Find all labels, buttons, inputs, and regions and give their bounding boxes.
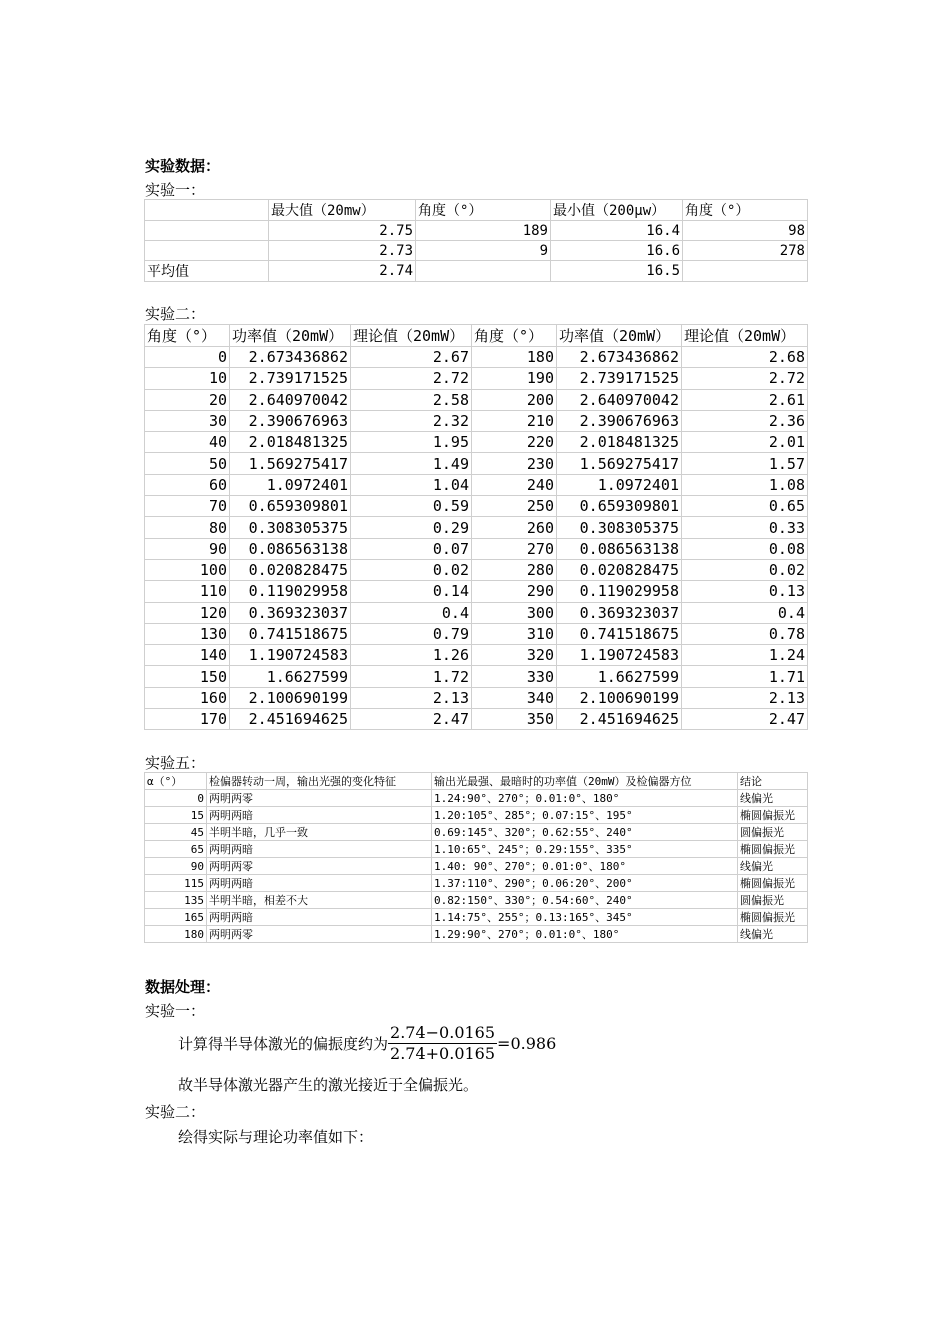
table-cell: [683, 261, 808, 282]
table-cell: 1.6627599: [230, 666, 351, 687]
table-cell: 189: [416, 221, 551, 241]
table-cell: 200: [472, 389, 557, 410]
table-experiment-1: [144, 199, 808, 282]
table-cell: 0.13: [682, 581, 808, 602]
experiment-2-text: 绘得实际与理论功率值如下：: [178, 1128, 374, 1146]
table-cell: 0.69:145°、320°；0.62:55°、240°: [432, 824, 738, 841]
table-cell: 2.673436862: [230, 347, 351, 368]
column-header: α（°）: [145, 773, 207, 790]
table-cell: [145, 221, 269, 241]
table-row: [145, 602, 808, 623]
table-cell: 两明两暗: [207, 875, 432, 892]
table-cell: 线偏光: [738, 790, 808, 807]
table-cell: 0.4: [682, 602, 808, 623]
table-cell: 0.086563138: [230, 538, 351, 559]
heading-processing-experiment-1: 实验一：: [145, 1002, 206, 1020]
table-cell: 330: [472, 666, 557, 687]
table-row: [145, 496, 808, 517]
table-cell: 90: [145, 538, 230, 559]
table-cell: 2.390676963: [230, 410, 351, 431]
table-header-row: [145, 325, 808, 347]
table-cell: 250: [472, 496, 557, 517]
table-row: [145, 474, 808, 495]
table-cell: 2.67: [351, 347, 472, 368]
column-header: [145, 200, 269, 221]
column-header: 角度（°）: [472, 325, 557, 347]
table-cell: 0.369323037: [557, 602, 682, 623]
column-header: 功率值（20mW）: [557, 325, 682, 347]
table-cell: 0.33: [682, 517, 808, 538]
column-header: 理论值（20mW）: [351, 325, 472, 347]
table-cell: 0.741518675: [230, 623, 351, 644]
table-cell: 80: [145, 517, 230, 538]
table-cell: 0.07: [351, 538, 472, 559]
table-row: [145, 807, 808, 824]
table-row: [145, 432, 808, 453]
table-row: [145, 645, 808, 666]
column-header: 结论: [738, 773, 808, 790]
table-cell: 2.74: [269, 261, 416, 282]
table-cell: 0.02: [351, 559, 472, 580]
fraction-numerator: 2.74−0.0165: [390, 1023, 496, 1042]
table-cell: 两明两零: [207, 790, 432, 807]
table-cell: 1.24:90°、270°；0.01:0°、180°: [432, 790, 738, 807]
table-cell: 100: [145, 559, 230, 580]
table-cell: 0.82:150°、330°；0.54:60°、240°: [432, 892, 738, 909]
table-row: [145, 875, 808, 892]
table-cell: 350: [472, 709, 557, 730]
table-cell: 2.68: [682, 347, 808, 368]
table-cell: 线偏光: [738, 858, 808, 875]
table-experiment-2: [144, 324, 808, 730]
heading-processing-experiment-2: 实验二：: [145, 1103, 206, 1121]
table-cell: 圆偏振光: [738, 824, 808, 841]
column-header: 角度（°）: [683, 200, 808, 221]
table-cell: 两明两零: [207, 926, 432, 943]
table-cell: 278: [683, 241, 808, 261]
table-cell: 50: [145, 453, 230, 474]
table-cell: 2.61: [682, 389, 808, 410]
table-cell: 2.73: [269, 241, 416, 261]
table-cell: 1.569275417: [557, 453, 682, 474]
table-row: [145, 841, 808, 858]
table-cell: 1.26: [351, 645, 472, 666]
table-cell: 0: [145, 347, 230, 368]
table-row: [145, 909, 808, 926]
column-header: 检偏器转动一周，输出光强的变化特征: [207, 773, 432, 790]
table-cell: 0.308305375: [557, 517, 682, 538]
formula-prefix: 计算得半导体激光的偏振度约为: [178, 1035, 389, 1053]
table-cell: 110: [145, 581, 230, 602]
table-row: [145, 347, 808, 368]
table-cell: 1.40: 90°、270°；0.01:0°、180°: [432, 858, 738, 875]
table-cell: 90: [145, 858, 207, 875]
table-row: [145, 623, 808, 644]
table-header-row: [145, 200, 808, 221]
fraction-denominator: 2.74+0.0165: [390, 1044, 496, 1063]
table-cell: 2.640970042: [557, 389, 682, 410]
table-cell: 310: [472, 623, 557, 644]
table-experiment-5: [144, 772, 808, 943]
table-cell: 2.47: [351, 709, 472, 730]
table-cell: 半明半暗，相差不大: [207, 892, 432, 909]
table-cell: 0.08: [682, 538, 808, 559]
table-cell: 2.36: [682, 410, 808, 431]
table-cell: 2.739171525: [230, 368, 351, 389]
table-cell: 1.71: [682, 666, 808, 687]
table-cell: 40: [145, 432, 230, 453]
table-row: [145, 709, 808, 730]
table-cell: [145, 241, 269, 261]
table-cell: 130: [145, 623, 230, 644]
table-row: [145, 926, 808, 943]
table-cell: 2.739171525: [557, 368, 682, 389]
table-cell: 2.100690199: [557, 687, 682, 708]
column-header: 角度（°）: [416, 200, 551, 221]
table-cell: 半明半暗，几乎一致: [207, 824, 432, 841]
table-cell: 0.369323037: [230, 602, 351, 623]
table-cell: 260: [472, 517, 557, 538]
table-row: [145, 858, 808, 875]
table-cell: 1.24: [682, 645, 808, 666]
heading-experiment-data: 实验数据：: [145, 157, 221, 175]
table-cell: 1.0972401: [557, 474, 682, 495]
table-cell: 2.640970042: [230, 389, 351, 410]
table-row: [145, 824, 808, 841]
table-cell: 140: [145, 645, 230, 666]
table-cell: 290: [472, 581, 557, 602]
table-cell: 2.100690199: [230, 687, 351, 708]
heading-experiment-5: 实验五：: [145, 754, 206, 772]
table-cell: 2.13: [351, 687, 472, 708]
table-cell: 2.47: [682, 709, 808, 730]
table-cell: 20: [145, 389, 230, 410]
table-cell: 1.04: [351, 474, 472, 495]
table-cell: 两明两暗: [207, 807, 432, 824]
table-row: [145, 517, 808, 538]
table-cell: 180: [472, 347, 557, 368]
table-cell: 两明两零: [207, 858, 432, 875]
table-cell: 135: [145, 892, 207, 909]
table-row: [145, 221, 808, 241]
table-cell: 0.020828475: [230, 559, 351, 580]
table-cell: 165: [145, 909, 207, 926]
table-cell: 320: [472, 645, 557, 666]
table-row: [145, 790, 808, 807]
table-cell: 16.6: [551, 241, 683, 261]
conclusion-text: 故半导体激光器产生的激光接近于全偏振光。: [178, 1076, 479, 1094]
table-cell: 1.190724583: [557, 645, 682, 666]
table-cell: 椭圆偏振光: [738, 841, 808, 858]
table-cell: 0.29: [351, 517, 472, 538]
table-cell: 0.119029958: [230, 581, 351, 602]
column-header: 理论值（20mW）: [682, 325, 808, 347]
table-cell: 170: [145, 709, 230, 730]
table-cell: 2.75: [269, 221, 416, 241]
table-cell: 16.4: [551, 221, 683, 241]
table-cell: 1.6627599: [557, 666, 682, 687]
table-cell: 0.086563138: [557, 538, 682, 559]
table-cell: 45: [145, 824, 207, 841]
table-cell: 0.741518675: [557, 623, 682, 644]
formula-result: =0.986: [497, 1034, 557, 1053]
table-cell: 70: [145, 496, 230, 517]
table-cell: 2.13: [682, 687, 808, 708]
table-cell: 两明两暗: [207, 841, 432, 858]
table-cell: 两明两暗: [207, 909, 432, 926]
table-cell: 1.57: [682, 453, 808, 474]
table-cell: 2.72: [682, 368, 808, 389]
table-cell: 1.0972401: [230, 474, 351, 495]
table-cell: 240: [472, 474, 557, 495]
table-header-row: [145, 773, 808, 790]
table-cell: 2.451694625: [557, 709, 682, 730]
table-row: [145, 453, 808, 474]
table-row: [145, 559, 808, 580]
column-header: 最大值（20mw）: [269, 200, 416, 221]
table-cell: 平均值: [145, 261, 269, 282]
table-row: [145, 261, 808, 282]
table-cell: 0.4: [351, 602, 472, 623]
table-row: [145, 389, 808, 410]
table-cell: 0.119029958: [557, 581, 682, 602]
table-cell: 2.451694625: [230, 709, 351, 730]
table-row: [145, 410, 808, 431]
table-cell: 2.390676963: [557, 410, 682, 431]
fraction: [388, 1023, 497, 1064]
table-cell: 1.95: [351, 432, 472, 453]
table-cell: 10: [145, 368, 230, 389]
table-cell: 0: [145, 790, 207, 807]
table-cell: 65: [145, 841, 207, 858]
table-cell: 150: [145, 666, 230, 687]
table-cell: 线偏光: [738, 926, 808, 943]
table-cell: 2.018481325: [557, 432, 682, 453]
table-cell: 2.01: [682, 432, 808, 453]
column-header: 功率值（20mW）: [230, 325, 351, 347]
table-cell: 210: [472, 410, 557, 431]
table-cell: 1.10:65°、245°；0.29:155°、335°: [432, 841, 738, 858]
table-row: [145, 892, 808, 909]
heading-experiment-2: 实验二：: [145, 305, 206, 323]
table-cell: 1.08: [682, 474, 808, 495]
table-cell: 2.32: [351, 410, 472, 431]
table-cell: 340: [472, 687, 557, 708]
table-cell: 300: [472, 602, 557, 623]
table-cell: 9: [416, 241, 551, 261]
table-cell: 180: [145, 926, 207, 943]
table-cell: 220: [472, 432, 557, 453]
table-cell: 1.569275417: [230, 453, 351, 474]
column-header: 最小值（200μw）: [551, 200, 683, 221]
table-cell: 270: [472, 538, 557, 559]
table-cell: 160: [145, 687, 230, 708]
table-cell: 120: [145, 602, 230, 623]
heading-experiment-1: 实验一：: [145, 181, 206, 199]
table-cell: 椭圆偏振光: [738, 909, 808, 926]
column-header: 角度（°）: [145, 325, 230, 347]
table-cell: 115: [145, 875, 207, 892]
table-cell: 2.673436862: [557, 347, 682, 368]
table-cell: 1.49: [351, 453, 472, 474]
table-cell: 0.78: [682, 623, 808, 644]
table-cell: 1.14:75°、255°；0.13:165°、345°: [432, 909, 738, 926]
table-cell: 30: [145, 410, 230, 431]
table-cell: 2.72: [351, 368, 472, 389]
table-cell: 0.02: [682, 559, 808, 580]
table-cell: 0.659309801: [557, 496, 682, 517]
table-cell: 0.020828475: [557, 559, 682, 580]
table-row: [145, 241, 808, 261]
table-cell: 0.14: [351, 581, 472, 602]
table-cell: 0.65: [682, 496, 808, 517]
table-row: [145, 538, 808, 559]
table-row: [145, 368, 808, 389]
table-row: [145, 581, 808, 602]
table-cell: 230: [472, 453, 557, 474]
table-cell: 280: [472, 559, 557, 580]
table-cell: 16.5: [551, 261, 683, 282]
table-cell: 1.190724583: [230, 645, 351, 666]
table-cell: 1.20:105°、285°；0.07:15°、195°: [432, 807, 738, 824]
table-row: [145, 687, 808, 708]
table-cell: 190: [472, 368, 557, 389]
table-cell: 98: [683, 221, 808, 241]
table-cell: 椭圆偏振光: [738, 875, 808, 892]
table-cell: 15: [145, 807, 207, 824]
table-cell: 2.58: [351, 389, 472, 410]
polarization-formula: [178, 1023, 556, 1064]
table-cell: 0.659309801: [230, 496, 351, 517]
table-cell: 1.29:90°、270°；0.01:0°、180°: [432, 926, 738, 943]
column-header: 输出光最强、最暗时的功率值（20mW）及检偏器方位: [432, 773, 738, 790]
table-cell: 椭圆偏振光: [738, 807, 808, 824]
table-cell: 0.59: [351, 496, 472, 517]
table-cell: 1.72: [351, 666, 472, 687]
table-cell: 2.018481325: [230, 432, 351, 453]
heading-data-processing: 数据处理：: [145, 978, 221, 996]
table-row: [145, 666, 808, 687]
table-cell: 60: [145, 474, 230, 495]
table-cell: [416, 261, 551, 282]
table-cell: 圆偏振光: [738, 892, 808, 909]
table-cell: 1.37:110°、290°；0.06:20°、200°: [432, 875, 738, 892]
table-cell: 0.308305375: [230, 517, 351, 538]
table-cell: 0.79: [351, 623, 472, 644]
